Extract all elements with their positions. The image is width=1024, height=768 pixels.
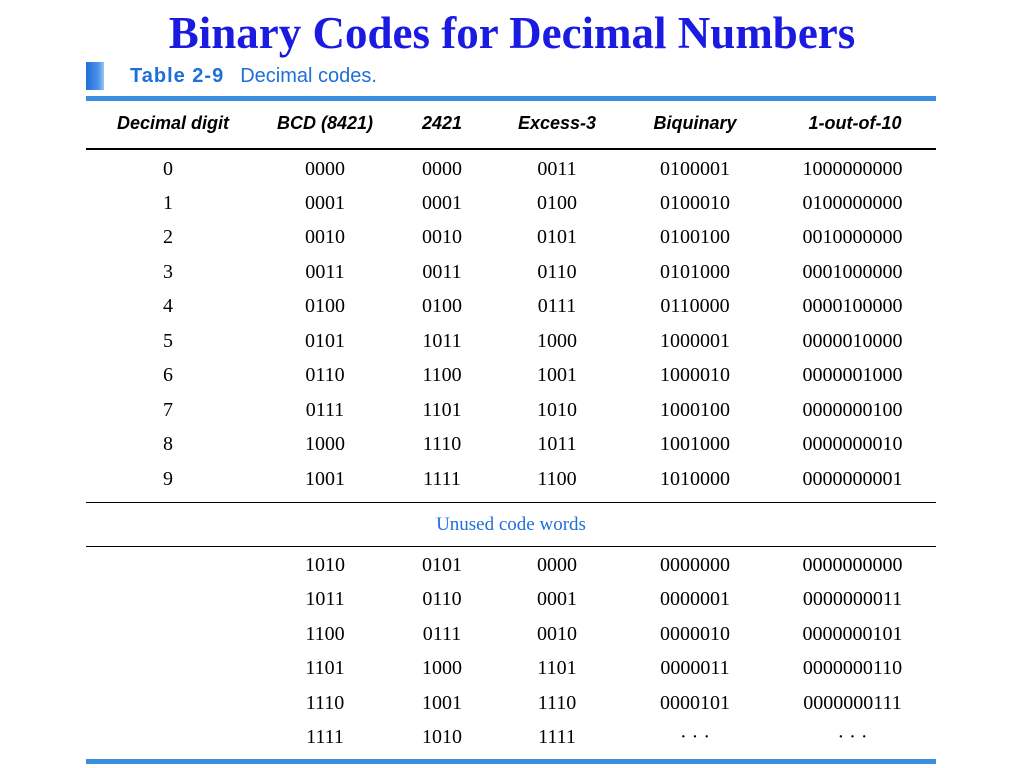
cell-biquinary: 0000011 — [660, 657, 730, 679]
table-row — [0, 617, 1024, 651]
cell-2421: 0010 — [422, 226, 462, 248]
table-row — [0, 686, 1024, 720]
section-rule — [86, 502, 936, 503]
cell-decimal: 6 — [163, 364, 173, 386]
cell-2421: 1000 — [422, 657, 462, 679]
cell-excess-3: 1100 — [537, 468, 577, 490]
cell-1-out-of-10: 0000001000 — [802, 364, 903, 386]
cell-1-out-of-10: 0000100000 — [802, 295, 903, 317]
cell-1-out-of-10: 0000010000 — [802, 330, 903, 352]
caption-text: Decimal codes. — [240, 64, 377, 87]
cell-2421: 1101 — [422, 399, 462, 421]
cell-2421: 1001 — [422, 692, 462, 714]
cell-biquinary: 0000001 — [660, 588, 730, 610]
cell-excess-3: 0101 — [537, 226, 577, 248]
cell-bcd: 0000 — [305, 158, 345, 180]
cell-biquinary: 1000010 — [660, 364, 730, 386]
cell-1-out-of-10: 0000000110 — [802, 657, 903, 679]
header-2421: 2421 — [421, 113, 463, 133]
cell-decimal: 8 — [163, 433, 173, 455]
cell-excess-3: 1110 — [537, 692, 577, 714]
table-row — [0, 548, 1024, 582]
header-decimal-digit: Decimal digit — [116, 113, 230, 133]
cell-decimal: 3 — [163, 261, 173, 283]
cell-1-out-of-10: 0000000101 — [802, 623, 903, 645]
cell-1-out-of-10: 0001000000 — [802, 261, 903, 283]
cell-bcd: 0111 — [305, 399, 345, 421]
caption-marker-icon — [86, 62, 104, 90]
cell-1-out-of-10: 0000000001 — [802, 468, 903, 490]
cell-2421: 0011 — [422, 261, 462, 283]
header-excess-3: Excess-3 — [517, 113, 597, 133]
cell-biquinary: 1000100 — [660, 399, 730, 421]
section-rule — [86, 546, 936, 547]
cell-biquinary: 0000000 — [660, 554, 730, 576]
cell-2421: 0101 — [422, 554, 462, 576]
table-row — [0, 220, 1024, 254]
cell-1-out-of-10: 0000000111 — [803, 692, 902, 714]
cell-bcd: 1011 — [305, 588, 345, 610]
cell-2421: 0110 — [422, 588, 462, 610]
cell-1-out-of-10: 0000000011 — [802, 588, 903, 610]
cell-bcd: 1000 — [305, 433, 345, 455]
table-row — [0, 393, 1024, 427]
table-row — [0, 462, 1024, 496]
cell-decimal: 5 — [163, 330, 173, 352]
cell-bcd: 0100 — [305, 295, 345, 317]
table-row — [0, 255, 1024, 289]
header-bcd-8421: BCD (8421) — [276, 113, 374, 133]
cell-excess-3: 0100 — [537, 192, 577, 214]
cell-excess-3: 0110 — [537, 261, 577, 283]
cell-biquinary: 0101000 — [660, 261, 730, 283]
table-row — [0, 651, 1024, 685]
cell-excess-3: 0001 — [537, 588, 577, 610]
table-caption — [86, 62, 377, 90]
cell-bcd: 1101 — [305, 657, 345, 679]
cell-2421: 1110 — [422, 433, 462, 455]
cell-2421: 0111 — [422, 623, 462, 645]
cell-decimal: 9 — [163, 468, 173, 490]
cell-2421: 0001 — [422, 192, 462, 214]
cell-biquinary: 0100100 — [660, 226, 730, 248]
cell-biquinary: 1000001 — [660, 330, 730, 352]
cell-excess-3: 1101 — [537, 657, 577, 679]
cell-bcd: 0010 — [305, 226, 345, 248]
cell-1-out-of-10: · · · — [837, 726, 868, 748]
header-1-out-of-10: 1-out-of-10 — [808, 113, 902, 133]
caption-label: Table 2-9 — [130, 64, 225, 87]
cell-excess-3: 0011 — [537, 158, 577, 180]
cell-excess-3: 1111 — [538, 726, 576, 748]
cell-bcd: 1111 — [306, 726, 344, 748]
cell-decimal: 0 — [163, 158, 173, 180]
cell-2421: 0100 — [422, 295, 462, 317]
cell-1-out-of-10: 0000000100 — [802, 399, 903, 421]
header-biquinary: Biquinary — [653, 113, 737, 133]
cell-excess-3: 1000 — [537, 330, 577, 352]
table-row — [0, 324, 1024, 358]
cell-2421: 1010 — [422, 726, 462, 748]
cell-bcd: 0110 — [305, 364, 345, 386]
cell-biquinary: 0100001 — [660, 158, 730, 180]
cell-1-out-of-10: 1000000000 — [802, 158, 903, 180]
table-row — [0, 582, 1024, 616]
cell-biquinary: 1010000 — [660, 468, 730, 490]
table-row — [0, 720, 1024, 754]
cell-2421: 1011 — [422, 330, 462, 352]
unused-code-words-label: Unused code words — [436, 514, 586, 535]
table-row — [0, 152, 1024, 186]
cell-excess-3: 1011 — [537, 433, 577, 455]
cell-1-out-of-10: 0000000000 — [802, 554, 903, 576]
table-top-bar — [86, 96, 936, 101]
table-row — [0, 186, 1024, 220]
page-title: Binary Codes for Decimal Numbers — [168, 8, 856, 58]
cell-biquinary: 1001000 — [660, 433, 730, 455]
cell-excess-3: 1001 — [537, 364, 577, 386]
cell-2421: 0000 — [422, 158, 462, 180]
cell-bcd: 0001 — [305, 192, 345, 214]
cell-2421: 1100 — [422, 364, 462, 386]
cell-biquinary: 0000101 — [660, 692, 730, 714]
cell-excess-3: 1010 — [537, 399, 577, 421]
cell-bcd: 1100 — [305, 623, 345, 645]
table-bottom-bar — [86, 759, 936, 764]
cell-bcd: 1001 — [305, 468, 345, 490]
cell-excess-3: 0000 — [537, 554, 577, 576]
cell-bcd: 1110 — [305, 692, 345, 714]
cell-bcd: 1010 — [305, 554, 345, 576]
cell-decimal: 4 — [163, 295, 173, 317]
cell-biquinary: · · · — [680, 726, 710, 748]
cell-bcd: 0011 — [305, 261, 345, 283]
table-row — [0, 427, 1024, 461]
cell-decimal: 1 — [163, 192, 173, 214]
cell-biquinary: 0110000 — [660, 295, 730, 317]
cell-bcd: 0101 — [305, 330, 345, 352]
cell-excess-3: 0111 — [537, 295, 577, 317]
cell-decimal: 2 — [163, 226, 173, 248]
cell-1-out-of-10: 0000000010 — [802, 433, 903, 455]
cell-1-out-of-10: 0100000000 — [802, 192, 903, 214]
cell-decimal: 7 — [163, 399, 173, 421]
cell-biquinary: 0000010 — [660, 623, 730, 645]
cell-1-out-of-10: 0010000000 — [802, 226, 903, 248]
table-row — [0, 358, 1024, 392]
table-row — [0, 289, 1024, 323]
cell-excess-3: 0010 — [537, 623, 577, 645]
header-rule — [86, 148, 936, 150]
cell-2421: 1111 — [423, 468, 461, 490]
cell-biquinary: 0100010 — [660, 192, 730, 214]
